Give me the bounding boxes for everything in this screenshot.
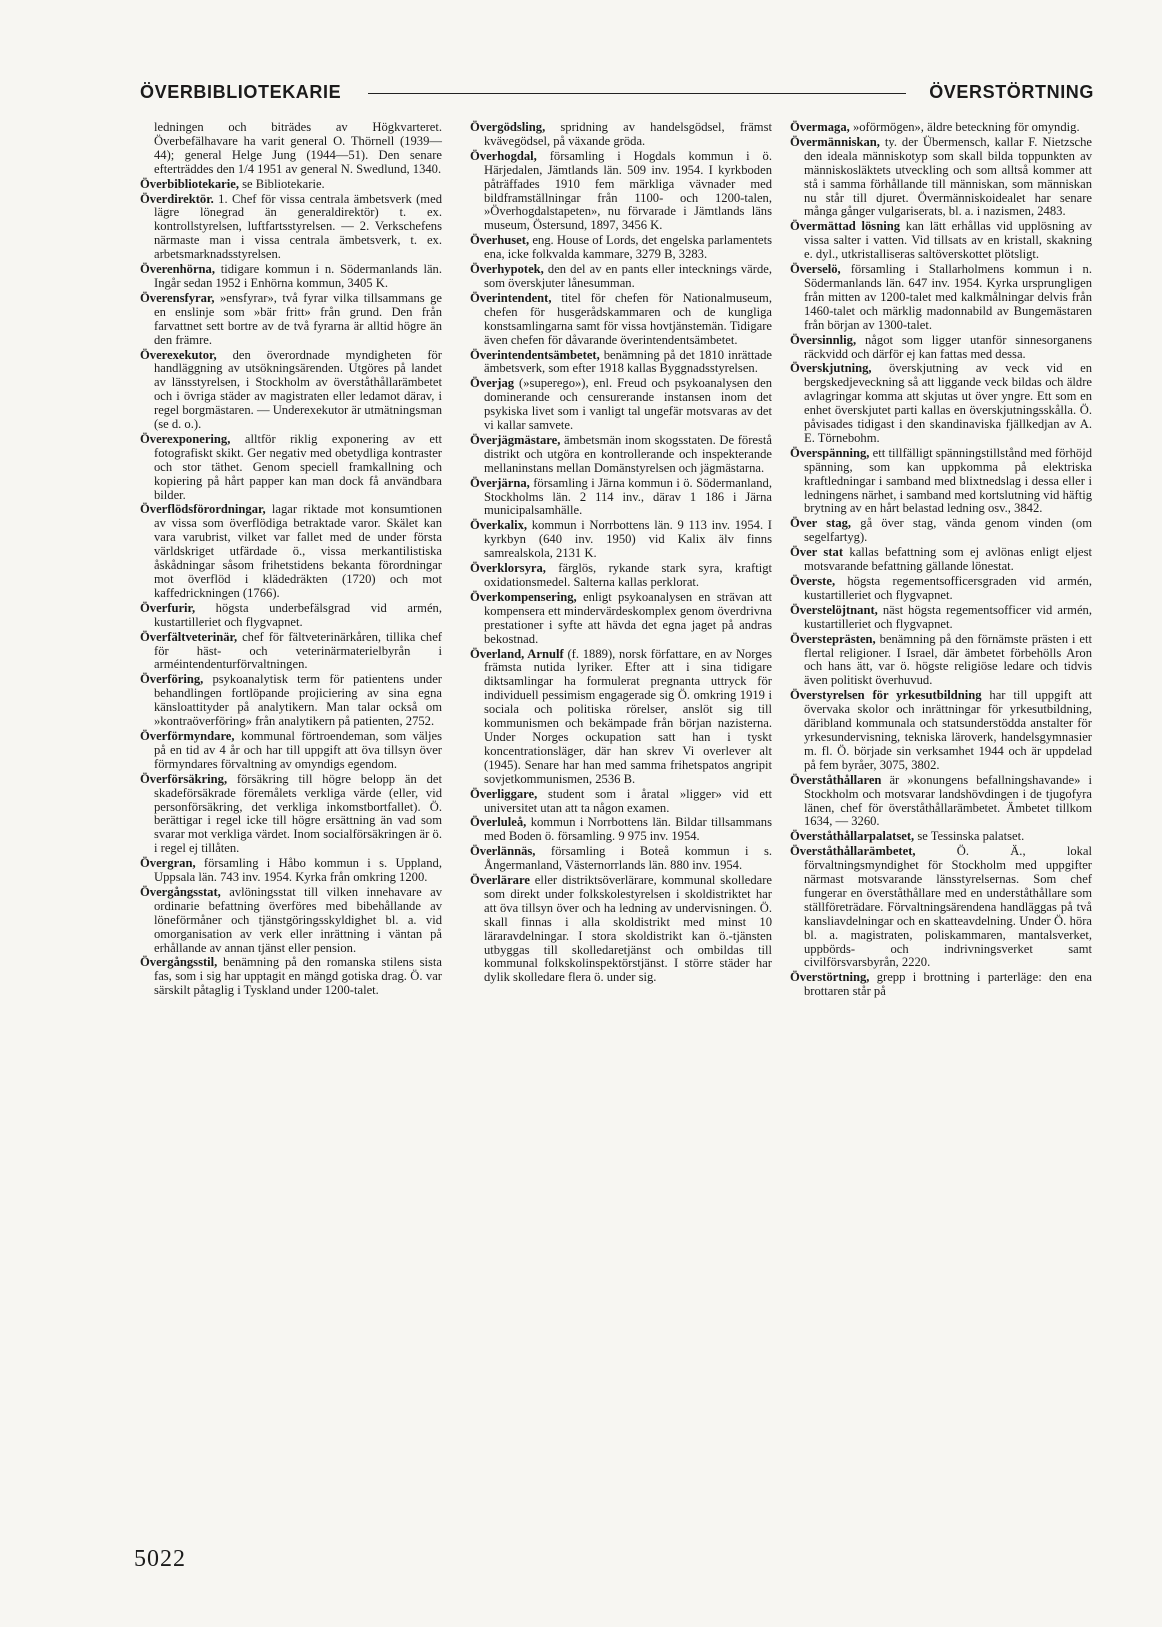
entry-text: församling i Järna kommun i ö. Södermanland, Stockholms län. 2 114 inv., därav 1 186 i Järna municipalsamhälle. <box>484 475 772 518</box>
entry-headword: Överspänning, <box>790 445 870 460</box>
entry <box>790 971 1092 999</box>
entry-headword: Överförsäkring, <box>140 771 228 786</box>
entry <box>790 604 1092 632</box>
entry <box>470 292 772 348</box>
entry <box>470 648 772 787</box>
entry-headword: Överfurir, <box>140 600 196 615</box>
entry-headword: Överbibliotekarie, <box>140 176 239 191</box>
entry-headword: Överlännäs, <box>470 844 536 859</box>
entry-headword: Överluleå, <box>470 815 527 830</box>
entry <box>790 845 1092 970</box>
entry <box>470 562 772 590</box>
entry-headword: Överenhörna, <box>140 262 215 277</box>
header-rule <box>368 93 906 94</box>
entry <box>140 292 442 348</box>
entry-headword: Överjägmästare, <box>470 432 561 447</box>
entry-headword: Överförmyndare, <box>140 728 235 743</box>
entry-headword: Överexponering, <box>140 431 231 446</box>
entry-text: församling i Stallarholmens kommun i n. Södermanlands län. 647 inv. 1954. Kyrka ursprungligen från mitten av 1200-talet med kalkmålningar delvis från 1460-talet och märklig madonnabild av Bungemästaren från början av 1300-talet. <box>804 262 1092 332</box>
entry-headword: Överståthållarämbetet, <box>790 844 916 859</box>
entry <box>790 263 1092 333</box>
entry-text: gå över stag, vända genom vinden (om segelfartyg). <box>804 516 1092 545</box>
entry <box>470 234 772 262</box>
entry <box>140 433 442 503</box>
entry <box>470 150 772 233</box>
entry-text: spridning av handelsgödsel, främst kvävegödsel, på växande gröda. <box>484 120 772 148</box>
entry <box>790 334 1092 362</box>
entry-headword: Övergödsling, <box>470 120 546 134</box>
entry <box>470 263 772 291</box>
entry-text: ämbetsmän inom skogsstaten. De förestå distrikt och utgöra en kontrollerande och inspekterande mellaninstans mellan Domänstyrelsen och jägmästarna. <box>484 432 772 475</box>
entry-headword: Överdirektör. <box>140 191 214 206</box>
entry-text: färglös, rykande stark syra, kraftigt oxidationsmedel. Salterna kallas perklorat. <box>484 561 772 589</box>
entry-headword: Överensfyrar, <box>140 290 215 305</box>
entry <box>790 220 1092 262</box>
entry-text: kommunal förtroendeman, som väljes på en tid av 4 år och har till uppgift att öva tillsyn över förmyndares förvaltning av omyndigs egendom. <box>154 728 442 771</box>
entry-headword: Överfältveterinär, <box>140 629 238 644</box>
entry-text: »ensfyrar», två fyrar vilka tillsammans ge en enslinje som »bär fritt» från grund. Den från farvattnet sett bortre av de två fyrarna är alltid högre än den främre. <box>154 290 442 347</box>
entry <box>470 845 772 873</box>
entry-headword: Överintendent, <box>470 290 552 305</box>
entry-headword: Överkalix, <box>470 518 528 533</box>
entry-text: överskjutning av veck vid en bergskedjeveckning så att liggande veck bildas och äldre avlagringar komma att skjutas ut över yngre. Ett som en enhet överskjutet parti kallas en överskjutningsskålla. Ö. påvisades tidigast i den skandinaviska fjällkedjan av A. E. Törnebohm. <box>804 361 1092 445</box>
entry-headword: Översteprästen, <box>790 631 876 646</box>
entry-headword: Överhuset, <box>470 233 530 248</box>
entry-text: den del av en pants eller intecknings värde, som överskjuter lånesumman. <box>484 262 772 290</box>
entry-headword: Över stag, <box>790 516 852 531</box>
entry-text: avlöningsstat till vilken innehavare av ordinarie befattning överföres med bibehållande av löneförmåner och tjänstgöringsskyldighet bl. a. vid omorganisation av verk eller inrättning i väntan på erhållande av annan tjänst eller pension. <box>154 884 442 955</box>
entry <box>140 193 442 263</box>
entry-text: församling i Boteå kommun i s. Ångermanland, Västernorrlands län. 880 inv. 1954. <box>484 844 772 873</box>
entry-text: kommun i Norrbottens län. Bildar tillsammans med Boden ö. församling. 9 975 inv. 1954. <box>484 815 772 844</box>
entry-text: är »konungens befallningshavande» i Stockholm och motsvarar landshövdingen i de tjugofyra länen, chef för överståthållarämbetet. Ämbetet tillkom 1634, — 3260. <box>804 772 1092 829</box>
entry <box>140 631 442 673</box>
entry-headword: Övergran, <box>140 856 196 871</box>
entry-text: kallas befattning som ej avlönas enligt eljest motsvarande befattning gällande lönestat. <box>804 545 1092 574</box>
entry-text: ledningen och biträdes av Högkvarteret. Överbefälhavare ha varit general O. Thörnell (1939—44); general Helge Jung (1944—51). Den senare efterträddes den 1/4 1951 av general N. Swedlund, 1340. <box>154 120 442 176</box>
entry <box>470 349 772 377</box>
entry-headword: Överjärna, <box>470 475 530 490</box>
entry-text: högsta regementsofficersgraden vid armén, kustartilleriet och flygvapnet. <box>804 574 1092 602</box>
entry-text: tidigare kommun i n. Södermanlands län. Ingår sedan 1952 i Enhörna kommun, 3405 K. <box>154 262 442 290</box>
entry-headword: Övergångsstat, <box>140 884 221 899</box>
entry-text: högsta underbefälsgrad vid armén, kustartilleriet och flygvapnet. <box>154 600 442 629</box>
entry <box>790 830 1092 844</box>
entry-headword: Överland, Arnulf <box>470 646 564 661</box>
entry <box>790 517 1092 545</box>
entry-text: näst högsta regementsofficer vid armén, kustartilleriet och flygvapnet. <box>804 602 1092 631</box>
entry-headword: Överföring, <box>140 672 204 687</box>
entry-headword: Överlärare <box>470 873 530 888</box>
entry-text: ett tillfälligt spänningstillstånd med förhöjd spänning, som kan uppkomma på elektriska kraftledningar i samband med blixtnedslag i dessa eller i ledningens närhet, i samband med kortslutning vid häftig brytning av en hårt belastad ledning osv., 3842. <box>804 445 1092 516</box>
entry <box>470 816 772 844</box>
entry <box>470 477 772 519</box>
entry <box>140 773 442 856</box>
entry-text: (»superego»), enl. Freud och psykoanalysen den dominerande och censurerande instansen inom det psykiska livet som i vanligt tal ungefär motsvaras av det vi kallar samvete. <box>484 376 772 433</box>
entry-text: benämning på den förnämste prästen i ett flertal religioner. I Israel, där ämbetet förbehölls Aron och hans ätt, var ö. högste religiöse ledare och tidvis även politiskt överhuvud. <box>804 631 1092 688</box>
entry <box>470 788 772 816</box>
entry-text: har till uppgift att övervaka skolor och inrättningar för yrkesutbildning, däribland kommunala och statsunderstödda anstalter för yrkesundervisning, tekniska läroverk, handelsgymnasier m. fl. Ö. började sin verksamhet 1944 och är uppdelad på fem byråer, 3075, 3802. <box>804 688 1093 772</box>
entry-headword: Övermaga, <box>790 120 850 134</box>
entry-headword: Överkompensering, <box>470 589 577 604</box>
entry-text: psykoanalytisk term för patientens under behandlingen fortlöpande projiciering av sina egna känsloattityder på analytikern. Man talar också om »kontraöverföring» från analytikern på patienten, 2752. <box>154 672 442 729</box>
entry-text: något som ligger utanför sinnesorganens räckvidd och därför ej kan fattas med dessa. <box>804 332 1092 361</box>
entry <box>790 546 1092 574</box>
entry <box>470 591 772 647</box>
entry-headword: Överståthållaren <box>790 772 882 787</box>
entry-headword: Överstelöjtnant, <box>790 602 878 617</box>
entry <box>790 774 1092 830</box>
page-number: 5022 <box>134 1546 186 1572</box>
entry-headword: Över stat <box>790 545 844 560</box>
entry-text: se Tessinska palatset. <box>914 829 1025 844</box>
entry-headword: Övermänniskan, <box>790 134 880 149</box>
entry <box>140 673 442 729</box>
entry-headword: Överhogdal, <box>470 148 537 163</box>
entry <box>140 263 442 291</box>
entry-headword: Överstörtning, <box>790 970 870 985</box>
entry-text: kan lätt erhållas vid upplösning av vissa salter i vatten. Vid tillsats av en kristall, skakning e. dyl., utkristalliseras saltöverskottet plötsligt. <box>804 219 1092 262</box>
entry-headword: Övergångsstil, <box>140 955 218 970</box>
entry-text: benämning på den romanska stilens sista fas, som i sig har upptagit en mängd gotiska drag. Ö. var särskilt påtaglig i Tyskland under 1200-talet. <box>154 955 442 998</box>
entry-text: eller distriktsöverlärare, kommunal skolledare som direkt under folkskolestyrelsen i skoldistriktet har att öva tillsyn över och ha ledning av undervisningen. Ö. skall finnas i alla skoldistrikt med minst 10 läraravdelningar. I stora skoldistrikt kan ö.-tjänsten utbyggas till skolledaretjänst och ombildas till kommunal folkskolinspektörstjänst. I större städer har dylik skolledare flera ö. under sig. <box>484 873 772 985</box>
entry <box>470 434 772 476</box>
entry <box>790 121 1092 135</box>
entry <box>140 886 442 956</box>
entry <box>140 956 442 998</box>
entry-text: försäkring till högre belopp än det skadeförsäkrade föremålets verkliga värde (eller, vid personförsäkring, det verkliga inkomstbortfallet). Ö. berättigar i regel icke till högre ersättning än vad som svarar mot verkliga värdet. Inom socialförsäkringen är ö. i regel ej tillåten. <box>154 771 442 856</box>
entry <box>790 362 1092 445</box>
column-1 <box>140 121 442 999</box>
entry <box>140 121 442 177</box>
running-head-right: ÖVERSTÖRTNING <box>929 82 1094 102</box>
entry-headword: Överintendentsämbetet, <box>470 347 600 362</box>
entry-text: ty. der Übermensch, kallar F. Nietzsche den ideala människotyp som skall bilda toppunkten av människosläktets utveckling och som alltså kommer att stå i samma förhållande till människan, som människan nu står till djuret. Övermänniskoidealet har senare många gånger vulgariserats, bl. a. i nazismen, 2483. <box>804 134 1092 219</box>
entry-text: student som i åratal »ligger» vid ett universitet utan att ta någon examen. <box>484 786 772 815</box>
entry <box>470 121 772 149</box>
entry-text: grepp i brottning i parterläge: den ena brottaren står på <box>804 970 1092 999</box>
entry-text: se Bibliotekarie. <box>239 176 325 191</box>
entry <box>140 349 442 432</box>
entry-text: chef för fältveterinärkåren, tillika chef för häst- och veterinärmaterielbyrån i arméintendenturförvaltningen. <box>154 629 442 672</box>
entry-text: Ö. Ä., lokal förvaltningsmyndighet för Stockholm med uppgifter närmast motsvarande länsstyrelsernas. Som chef fungerar en överståthållare med en underståthållare som ställföreträdare. Förvaltningsärendena handläggas på två kansliavdelningar och en skatteavdelning. Under Ö. höra bl. a. magistraten, poliskammaren, mantalsverket, uppbörds- och indrivningsverket samt civilförsvarsbyrån, 2220. <box>804 844 1092 970</box>
entry-headword: Överste, <box>790 574 836 588</box>
entry <box>790 633 1092 689</box>
entry <box>790 447 1092 517</box>
entry-text: lagar riktade mot konsumtionen av vissa som överflödiga betraktade varor. Skälet kan vara varubrist, vilket var fallet med de under första världskriget utfärdade ö., vissa merkantilistiska åskådningar såsom frihetstidens bekanta förordningar mot överflöd i klädedräkten (1720) och mot kaffedrickningen (1766). <box>154 502 442 600</box>
entry <box>140 178 442 192</box>
entry-headword: Överklorsyra, <box>470 561 546 576</box>
entry-headword: Övermättad lösning <box>790 219 901 234</box>
entry-headword: Översinnlig, <box>790 332 857 347</box>
entry <box>140 857 442 885</box>
entry-text: församling i Håbo kommun i s. Uppland, Uppsala län. 743 inv. 1954. Kyrka från omkring 1200. <box>154 856 442 885</box>
entry-text: eng. House of Lords, det engelska parlamentets ena, icke folkvalda kammare, 3279 B, 3283. <box>484 233 772 262</box>
entry-headword: Överståthållarpalatset, <box>790 829 915 844</box>
entry-headword: Överliggare, <box>470 786 538 801</box>
entry-text: titel för chefen för Nationalmuseum, chefen för husgerådskammaren och de kungliga konstsamlingarna samt för vissa hovtjänstemän. Tidigare även chefen för dåvarande överintendentsämbetet. <box>484 290 772 347</box>
entry-text: församling i Hogdals kommun i ö. Härjedalen, Jämtlands län. 509 inv. 1954. I kyrkboden påträffades 1910 fem märkliga vävnader med bildframställningar från 1100- och 1200-talen, »Överhogdalstapeten», nu förvarade i Jämtlands läns museum, Östersund, 1897, 3456 K. <box>484 148 772 233</box>
entry-text: 1. Chef för vissa centrala ämbetsverk (med lägre lönegrad än generaldirektör) t. ex. kontrollstyrelsen, luftfartsstyrelsen. — 2. Verkschefens närmaste man i vissa centrala ämbetsverk, t. ex. arbetsmarknadsstyrelsen. <box>154 191 442 262</box>
entry <box>470 519 772 561</box>
entry <box>790 136 1092 219</box>
column-3 <box>790 121 1092 1000</box>
entry <box>790 689 1092 772</box>
entry-text: »oförmögen», äldre beteckning för omyndig. <box>849 120 1080 134</box>
entry-headword: Överhypotek, <box>470 262 544 277</box>
entry-headword: Överjag <box>470 376 515 391</box>
entry-text: kommun i Norrbottens län. 9 113 inv. 1954. I kyrkbyn (640 inv. 1950) vid Kalix älv finns samrealskola, 2131 K. <box>484 518 772 561</box>
entry-headword: Överselö, <box>790 262 841 277</box>
running-head-left: ÖVERBIBLIOTEKARIE <box>140 82 342 102</box>
entry-headword: Överexekutor, <box>140 347 217 362</box>
entry-text: alltför riklig exponering av ett fotografiskt skikt. Ger negativ med obetydliga kontraster och stor täthet. Genom speciell framkallning och kopiering på hårt papper kan man dock få användbara bilder. <box>154 431 442 502</box>
entry-headword: Överflödsförordningar, <box>140 502 266 517</box>
entry-headword: Överstyrelsen för yrkesutbildning <box>790 688 982 703</box>
entry-text: benämning på det 1810 inrättade ämbetsverk, som efter 1918 kallas Byggnadsstyrelsen. <box>484 347 772 376</box>
entry-text: den överordnade myndigheten för handläggning av utsökningsärenden. Utgöres på landet av länsstyrelsen, i Stockholm av överståthållarämbetet och i övriga städer av magistraten eller ledamot därav, i regel borgmästaren. — Underexekutor är utmätningsman (se d. o.). <box>154 347 442 432</box>
entry <box>790 575 1092 603</box>
entry-text: enligt psykoanalysen en strävan att kompensera ett mindervärdeskomplex genom överdrivna prestationer i syfte att hävda det egna jaget på andras bekostnad. <box>484 589 772 646</box>
entry <box>470 874 772 985</box>
entry <box>140 730 442 772</box>
column-2 <box>470 121 772 986</box>
entry <box>140 503 442 600</box>
entry-headword: Överskjutning, <box>790 361 872 376</box>
entry <box>140 602 442 630</box>
entry-text: (f. 1889), norsk författare, en av Norges främsta nutida lyriker. Efter att i sina tidigare diktsamlingar ha formulerat pregnanta uttryck för individuell pessimism engagerade sig Ö. omkring 1919 i sociala och politiska rörelser, anslöt sig till kommunismen och bekämpade från början nazisterna. Under Norges ockupation satt han i tyskt koncentrationsläger, där han skrev Vi overlever alt (1945). Senare har han med samma frihetspatos angripit sovjetkommunismen, 2536 B. <box>484 646 772 786</box>
entry <box>470 377 772 433</box>
